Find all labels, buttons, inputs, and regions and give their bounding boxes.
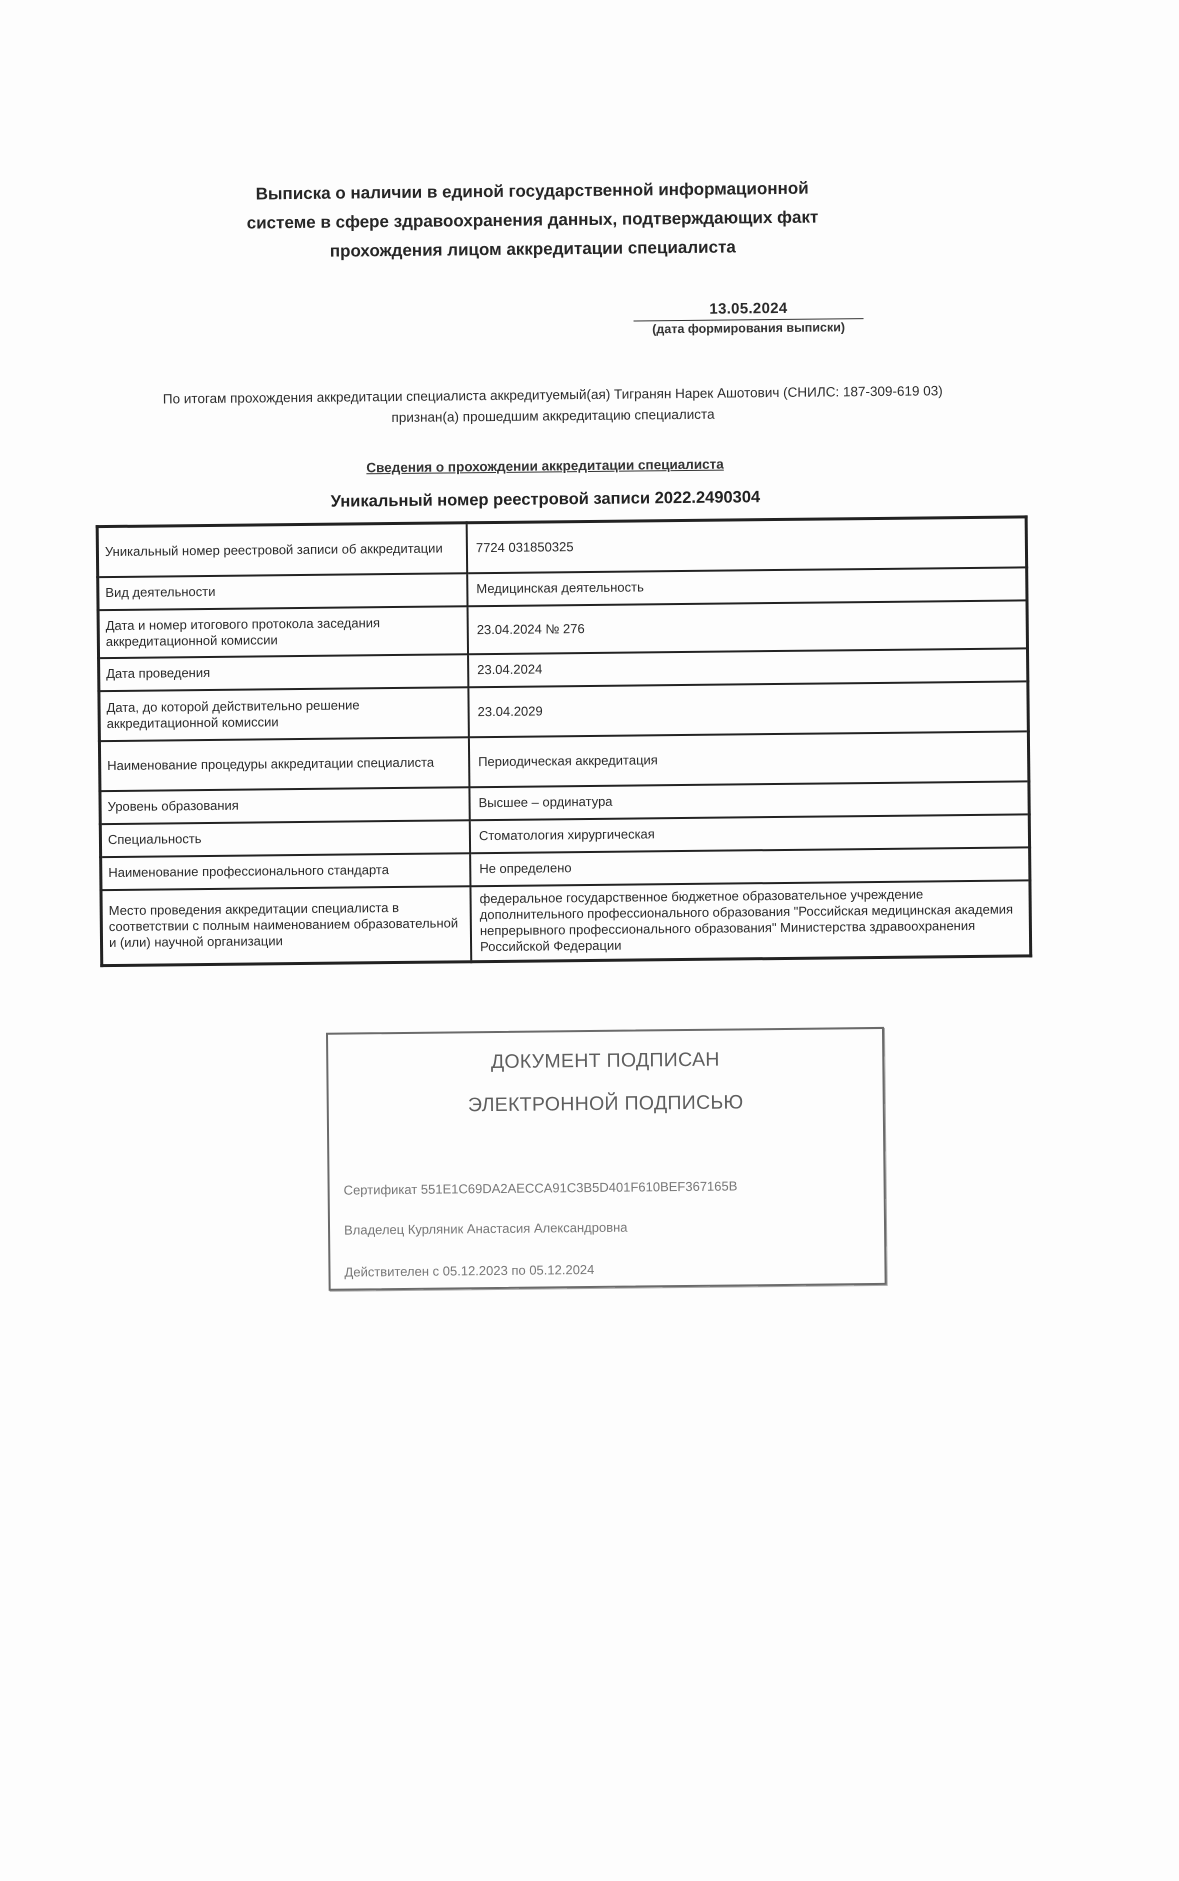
row-label: Вид деятельности xyxy=(98,573,468,610)
stamp-title-line-2: ЭЛЕКТРОННОЙ ПОДПИСЬЮ xyxy=(467,1091,744,1117)
table-row xyxy=(101,880,1031,966)
row-value: Медицинская деятельность xyxy=(467,567,1027,606)
title-line-1: Выписка о наличии в единой государственной информационной xyxy=(255,178,809,204)
row-value: Не определено xyxy=(470,847,1030,886)
row-value: 7724 031850325 xyxy=(467,517,1027,573)
stamp-certificate: Сертификат 551E1C69DA2AECCA91C3B5D401F610BEF367165B xyxy=(343,1178,738,1198)
title-line-3: прохождения лицом аккредитации специалиста xyxy=(329,237,736,261)
accreditation-result xyxy=(90,380,1015,432)
accreditation-info-table xyxy=(96,515,1033,967)
issue-date-caption: (дата формирования выписки) xyxy=(634,318,864,336)
row-value: федеральное государственное бюджетное образовательное учреждение дополнительного профессионального образования "Российская медицинская академия непрерывного профессионального образования" Министерства здравоохранения Российской Федерации xyxy=(470,880,1030,962)
row-label: Дата, до которой действительно решение аккредитационной комиссии xyxy=(99,687,469,741)
stamp-validity: Действителен с 05.12.2023 по 05.12.2024 xyxy=(344,1261,595,1280)
section-heading: Сведения о прохождении аккредитации специалиста xyxy=(366,456,724,476)
row-label: Дата и номер итогового протокола заседания аккредитационной комиссии xyxy=(98,606,468,658)
stamp-owner: Владелец Курляник Анастасия Александровна xyxy=(343,1219,628,1238)
row-label: Наименование профессионального стандарта xyxy=(101,853,471,890)
row-label: Наименование процедуры аккредитации специалиста xyxy=(99,737,469,791)
row-value: Высшее – ординатура xyxy=(469,781,1029,820)
row-value: Стоматология хирургическая xyxy=(470,814,1030,853)
issue-date: 13.05.2024 xyxy=(709,299,788,318)
result-line-2: признан(а) прошедшим аккредитацию специалиста xyxy=(391,406,715,426)
row-label: Уровень образования xyxy=(100,787,470,824)
title-line-2: системе в сфере здравоохранения данных, подтверждающих факт xyxy=(246,207,819,233)
document-title xyxy=(212,173,853,267)
row-label: Уникальный номер реестровой записи об аккредитации xyxy=(97,523,467,577)
row-value: 23.04.2029 xyxy=(468,681,1028,737)
registry-number-heading: Уникальный номер реестровой записи 2022.2490304 xyxy=(330,488,761,511)
row-label: Место проведения аккредитации специалиста в соответствии с полным наименованием образовательной и (или) научной организации xyxy=(101,886,471,966)
row-label: Дата проведения xyxy=(99,654,469,691)
result-line-1: По итогам прохождения аккредитации специалиста аккредитуемый(ая) Тигранян Нарек Ашотович (СНИЛС: 187-309-619 03) xyxy=(162,383,943,407)
row-value: Периодическая аккредитация xyxy=(469,731,1029,787)
electronic-signature-stamp xyxy=(326,1027,887,1291)
issue-date-block xyxy=(633,299,863,336)
stamp-title-line-1: ДОКУМЕНТ ПОДПИСАН xyxy=(490,1048,720,1074)
row-value: 23.04.2024 xyxy=(468,648,1028,687)
row-value: 23.04.2024 № 276 xyxy=(468,600,1028,654)
row-label: Специальность xyxy=(100,820,470,857)
